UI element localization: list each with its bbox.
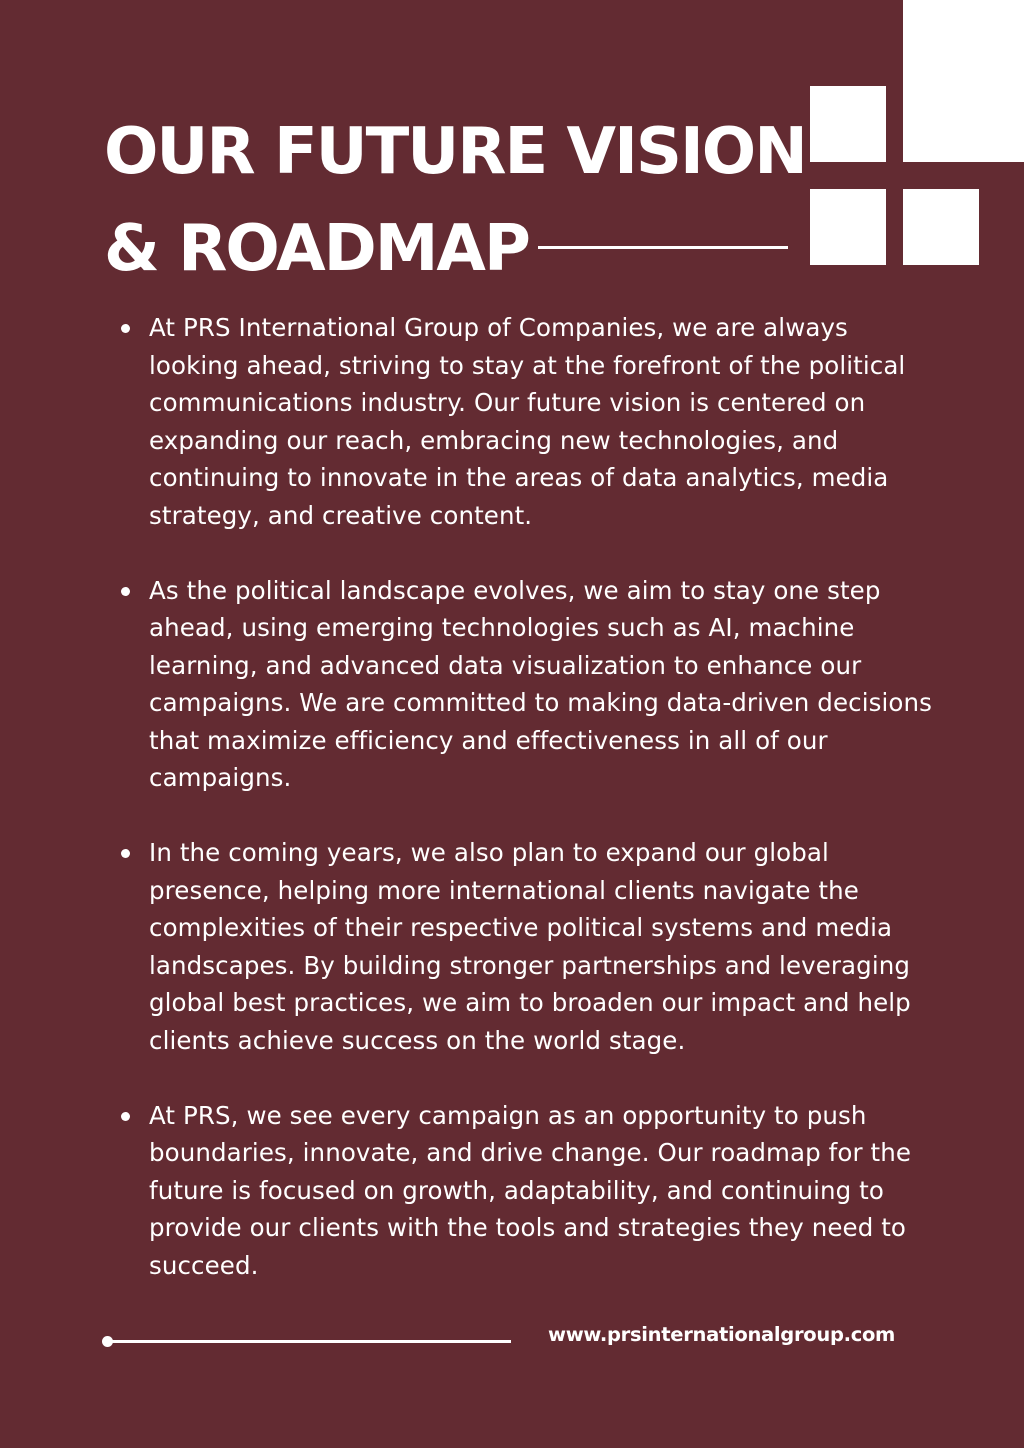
footer-divider xyxy=(108,1340,511,1343)
bullet-icon xyxy=(121,324,130,333)
list-item-text: At PRS, we see every campaign as an opportunity to push boundaries, innovate, and drive change. Our roadmap for the future is focused on growth, adaptability, and continuing to provide our clients with the tools and strategies they need to succeed. xyxy=(149,1100,912,1280)
corner-decoration-block xyxy=(903,0,1024,162)
list-item xyxy=(149,834,939,1059)
list-item-text: At PRS International Group of Companies, we are always looking ahead, striving to stay at the forefront of the political communications industry. Our future vision is centered on expanding our reach, embracing new technologies, and continuing to innovate in the areas of data analytics, media strategy, and creative content. xyxy=(149,313,906,530)
decorative-square-bottom-right xyxy=(903,189,979,265)
list-item xyxy=(149,309,939,534)
list-item-text: In the coming years, we also plan to expand our global presence, helping more international clients navigate the complexities of their respective political systems and media landscapes. By building stronger partnerships and leveraging global best practices, we aim to broaden our impact and help clients achieve success on the world stage. xyxy=(149,838,911,1055)
bullet-icon xyxy=(121,587,130,596)
page-title-line-2: & ROADMAP xyxy=(104,212,529,286)
page-title-line-1: OUR FUTURE VISION xyxy=(104,115,806,189)
decorative-square-bottom-left xyxy=(810,189,886,265)
list-item xyxy=(149,1097,939,1285)
footer-website-link[interactable]: www.prsinternationalgroup.com xyxy=(548,1323,896,1346)
decorative-square-top xyxy=(810,86,886,162)
bullet-icon xyxy=(121,1112,130,1121)
list-item xyxy=(149,572,939,797)
vision-bullet-list xyxy=(149,309,939,1322)
list-item-text: As the political landscape evolves, we aim to stay one step ahead, using emerging technologies such as AI, machine learning, and advanced data visualization to enhance our campaigns. We are committed to making data-driven decisions that maximize efficiency and effectiveness in all of our campaigns. xyxy=(149,575,932,792)
bullet-icon xyxy=(121,849,130,858)
title-divider xyxy=(538,246,788,249)
